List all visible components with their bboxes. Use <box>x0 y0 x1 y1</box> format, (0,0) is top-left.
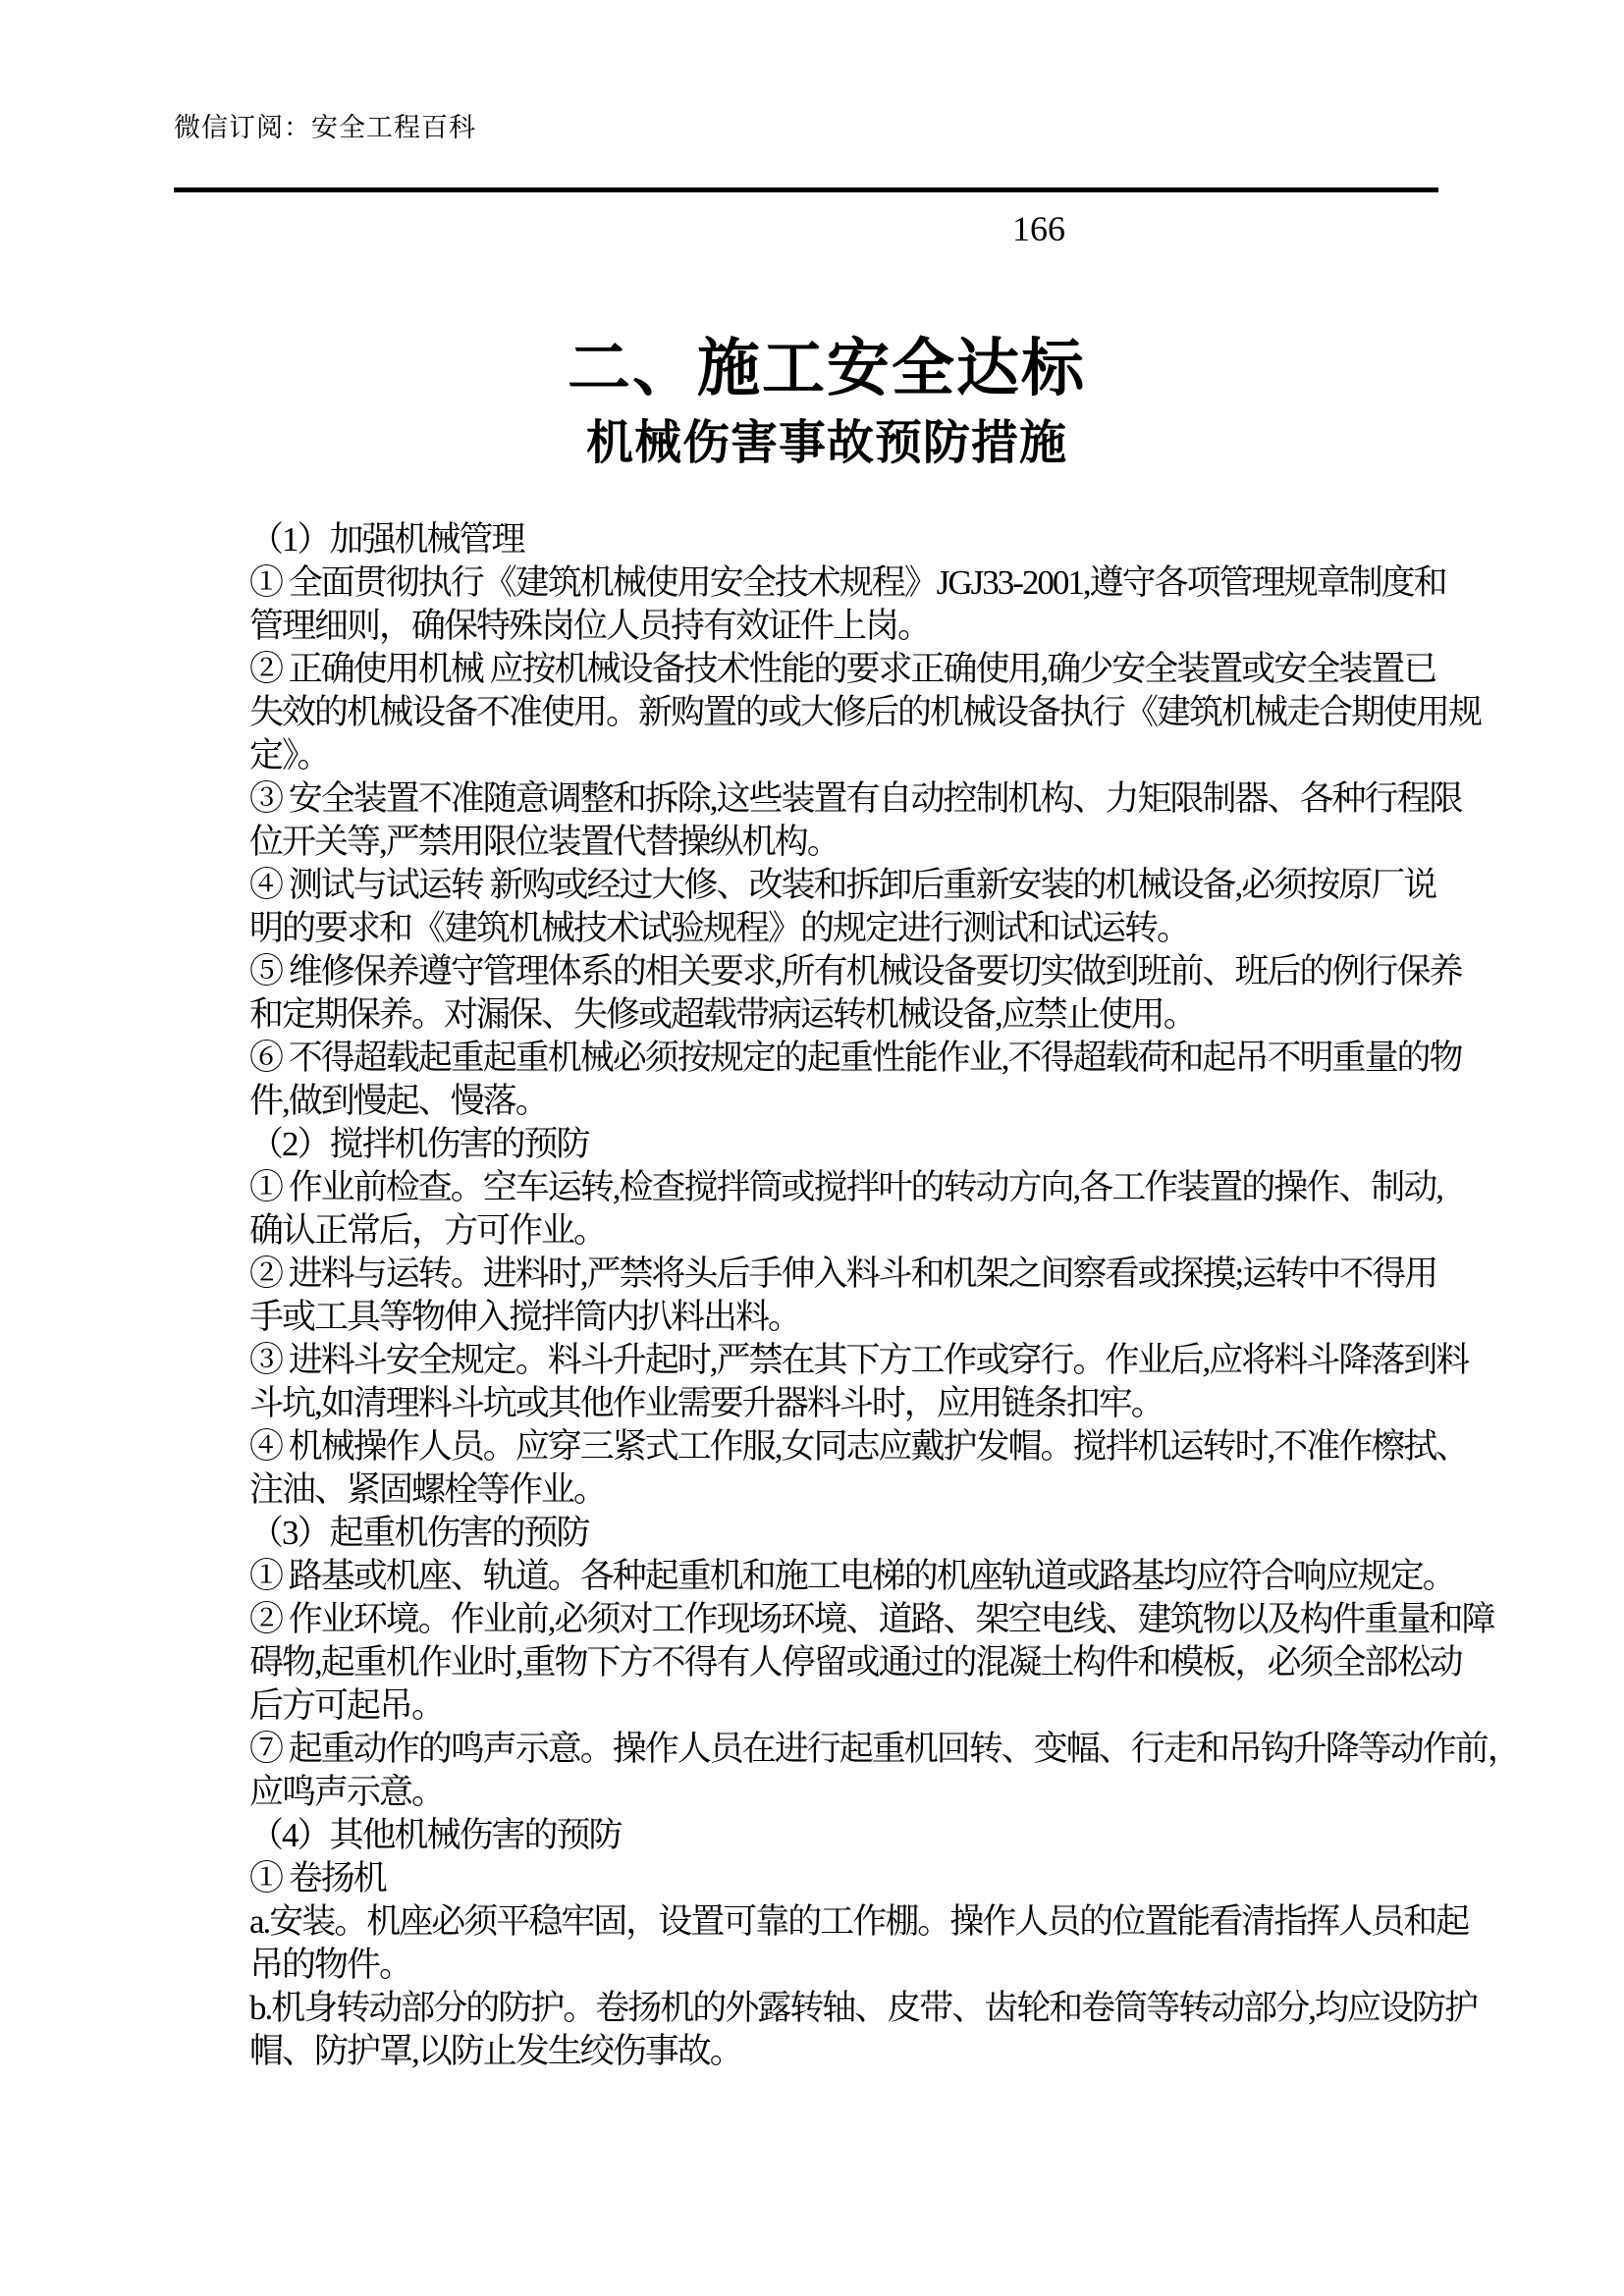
paragraph-item <box>249 1857 1408 1900</box>
paragraph-item <box>249 777 1462 864</box>
page-header-text: 微信订阅：安全工程百科 <box>174 113 476 142</box>
paragraph-item <box>249 1598 1494 1728</box>
paragraph-section <box>249 518 1408 561</box>
text-line: ⑦ 起重动作的鸣声示意。操作人员在进行起重机回转、变幅、行走和吊钩升降等动作前， <box>249 1730 1520 1768</box>
paragraph-section <box>249 1512 1408 1555</box>
paragraph-item <box>249 1339 1469 1425</box>
text-line: 吊的物件。 <box>249 1946 412 1984</box>
text-line: ① 作业前检查。空车运转,检查搅拌筒或搅拌叶的转动方向,各工作装置的操作、制动, <box>249 1168 1443 1206</box>
paragraph-section <box>249 1814 1408 1857</box>
page-title: 二、施工安全达标 <box>568 333 1086 403</box>
text-line: 定》。 <box>249 736 330 774</box>
paragraph-sub-item <box>249 1900 1469 1987</box>
text-line: 注油、紧固螺栓等作业。 <box>249 1470 607 1509</box>
page-number: 166 <box>1012 209 1065 248</box>
text-line: 失效的机械设备不准使用。新购置的或大修后的机械设备执行《建筑机械走合期使用规 <box>249 693 1482 731</box>
paragraph-item <box>249 1037 1462 1123</box>
paragraph-item <box>249 561 1446 648</box>
paragraph-item <box>249 950 1462 1037</box>
paragraph-item <box>249 1253 1437 1339</box>
paragraph-section <box>249 1123 1408 1166</box>
text-line: ④ 机械操作人员。应穿三紧式工作服,女同志应戴护发帽。搅拌机运转时,不准作檫拭、 <box>249 1427 1469 1466</box>
paragraph-item <box>249 1555 1455 1598</box>
paragraph-item <box>249 1425 1469 1512</box>
text-line: 斗坑,如清理料斗坑或其他作业需要升器料斗时，应用链条扣牢。 <box>249 1384 1164 1422</box>
header-divider-rule <box>174 187 1438 192</box>
paragraph-item <box>249 864 1436 950</box>
text-line: （2）搅拌机伤害的预防 <box>249 1125 589 1163</box>
text-line: （1）加强机械管理 <box>249 520 524 559</box>
paragraph-sub-item <box>249 1987 1478 2073</box>
text-line: a.安装。机座必须平稳牢固，设置可靠的工作棚。操作人员的位置能看清指挥人员和起 <box>249 1902 1469 1941</box>
text-line: 确认正常后，方可作业。 <box>249 1211 607 1250</box>
heading-block <box>249 332 1404 471</box>
paragraph-item <box>249 648 1482 777</box>
text-line: （4）其他机械伤害的预防 <box>249 1816 622 1854</box>
text-line: ⑤ 维修保养遵守管理体系的相关要求,所有机械设备要切实做到班前、班后的例行保养 <box>249 952 1462 990</box>
text-line: ③ 安全装置不准随意调整和拆除,这些装置有自动控制机构、力矩限制器、各种行程限 <box>249 779 1462 818</box>
text-line: ⑥ 不得超载起重起重机械必须按规定的起重性能作业,不得超载荷和起吊不明重量的物 <box>249 1039 1462 1077</box>
text-line: ④ 测试与试运转 新购或经过大修、改装和拆卸后重新安装的机械设备,必须按原厂说 <box>249 866 1436 904</box>
text-line: ② 作业环境。作业前,必须对工作现场环境、道路、架空电线、建筑物以及构件重量和障 <box>249 1600 1494 1638</box>
article <box>249 518 1520 2073</box>
text-line: ③ 进料斗安全规定。料斗升起时,严禁在其下方工作或穿行。作业后,应将料斗降落到料 <box>249 1341 1469 1379</box>
text-line: 管理细则，确保特殊岗位人员持有效证件上岗。 <box>249 607 931 645</box>
text-line: 帽、防护罩,以防止发生绞伤事故。 <box>249 2032 742 2070</box>
text-line: 应鸣声示意。 <box>249 1773 445 1811</box>
text-line: 后方可起吊。 <box>249 1686 445 1725</box>
text-line: 明的要求和《建筑机械技术试验规程》的规定进行测试和试运转。 <box>249 909 1190 947</box>
paragraph-item <box>249 1728 1520 1814</box>
text-line: 位开关等,严禁用限位装置代替操纵机构。 <box>249 823 839 861</box>
paragraph-item <box>249 1166 1443 1253</box>
text-line: ② 进料与运转。进料时,严禁将头后手伸入料斗和机架之间察看或探摸;运转中不得用 <box>249 1255 1437 1293</box>
text-line: ① 卷扬机 <box>249 1859 386 1897</box>
text-line: （3）起重机伤害的预防 <box>249 1514 589 1552</box>
text-line: ① 全面贯彻执行《建筑机械使用安全技术规程》JGJ33-2001,遵守各项管理规章制度和 <box>249 563 1446 602</box>
text-line: 件,做到慢起、慢落。 <box>249 1082 548 1120</box>
text-line: ② 正确使用机械 应按机械设备技术性能的要求正确使用,确少安全装置或安全装置已 <box>249 650 1436 688</box>
page-subtitle: 机械伤害事故预防措施 <box>585 417 1067 469</box>
text-line: ① 路基或机座、轨道。各种起重机和施工电梯的机座轨道或路基均应符合响应规定。 <box>249 1557 1455 1595</box>
text-line: 手或工具等物伸入搅拌筒内扒料出料。 <box>249 1298 801 1336</box>
text-line: 和定期保养。对漏保、失修或超载带病运转机械设备,应禁止使用。 <box>249 995 1196 1034</box>
text-line: 碍物,起重机作业时,重物下方不得有人停留或通过的混凝土构件和模板，必须全部松动 <box>249 1643 1462 1682</box>
text-line: b.机身转动部分的防护。卷扬机的外露转轴、皮带、齿轮和卷筒等转动部分,均应设防护 <box>249 1989 1478 2027</box>
